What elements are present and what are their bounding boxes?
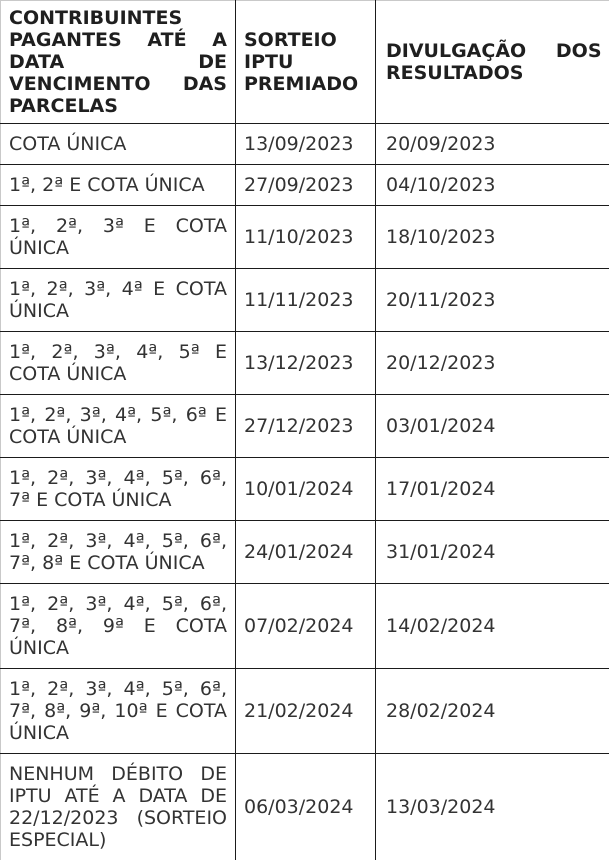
parcels-cell: 1ª, 2ª, 3ª, 4ª, 5ª, 6ª, 7ª E COTA ÚNICA [1,458,236,521]
parcels-cell: 1ª, 2ª, 3ª, 4ª E COTA ÚNICA [1,269,236,332]
parcels-cell: 1ª, 2ª, 3ª, 4ª, 5ª, 6ª E COTA ÚNICA [1,395,236,458]
results-date-cell: 20/12/2023 [376,332,609,395]
draw-date-cell: 24/01/2024 [236,521,376,584]
results-date-cell: 18/10/2023 [376,206,609,269]
draw-date-cell: 06/03/2024 [236,754,376,860]
parcels-cell: NENHUM DÉBITO DE IPTU ATÉ A DATA DE 22/12/2023 (SORTEIO ESPECIAL) [1,754,236,860]
parcels-cell: 1ª, 2ª, 3ª, 4ª, 5ª, 6ª, 7ª, 8ª, 9ª, 10ª E COTA ÚNICA [1,669,236,754]
draw-date-cell: 27/09/2023 [236,165,376,206]
draw-date-cell: 10/01/2024 [236,458,376,521]
draw-date-cell: 11/11/2023 [236,269,376,332]
results-date-cell: 03/01/2024 [376,395,609,458]
parcels-cell: 1ª, 2ª, 3ª, 4ª, 5ª E COTA ÚNICA [1,332,236,395]
table-row [1,395,609,458]
table-row [1,269,609,332]
header-contribuintes-pagantes: CONTRIBUINTES PAGANTES ATÉ A DATA DE VENCIMENTO DAS PARCELAS [1,1,236,124]
header-sorteio-iptu-premiado: SORTEIO IPTU PREMIADO [236,1,376,124]
results-date-cell: 20/09/2023 [376,124,609,165]
draw-date-cell: 21/02/2024 [236,669,376,754]
table-row [1,754,609,860]
results-date-cell: 31/01/2024 [376,521,609,584]
parcels-cell: COTA ÚNICA [1,124,236,165]
parcels-cell: 1ª, 2ª, 3ª, 4ª, 5ª, 6ª, 7ª, 8ª E COTA ÚNICA [1,521,236,584]
results-date-cell: 20/11/2023 [376,269,609,332]
draw-date-cell: 13/12/2023 [236,332,376,395]
table-row [1,165,609,206]
parcels-cell: 1ª, 2ª, 3ª, 4ª, 5ª, 6ª, 7ª, 8ª, 9ª E COTA ÚNICA [1,584,236,669]
draw-date-cell: 13/09/2023 [236,124,376,165]
table-row [1,332,609,395]
draw-date-cell: 07/02/2024 [236,584,376,669]
table-row [1,458,609,521]
table-row [1,669,609,754]
table-row [1,206,609,269]
header-divulgacao-resultados: DIVULGAÇÃO DOS RESULTADOS [376,1,609,124]
table-row [1,124,609,165]
table-row [1,521,609,584]
parcels-cell: 1ª, 2ª E COTA ÚNICA [1,165,236,206]
table-row [1,584,609,669]
results-date-cell: 13/03/2024 [376,754,609,860]
table-body [1,124,609,860]
draw-date-cell: 11/10/2023 [236,206,376,269]
results-date-cell: 14/02/2024 [376,584,609,669]
results-date-cell: 17/01/2024 [376,458,609,521]
results-date-cell: 04/10/2023 [376,165,609,206]
table-header-row [1,1,609,124]
results-date-cell: 28/02/2024 [376,669,609,754]
parcels-cell: 1ª, 2ª, 3ª E COTA ÚNICA [1,206,236,269]
draw-date-cell: 27/12/2023 [236,395,376,458]
